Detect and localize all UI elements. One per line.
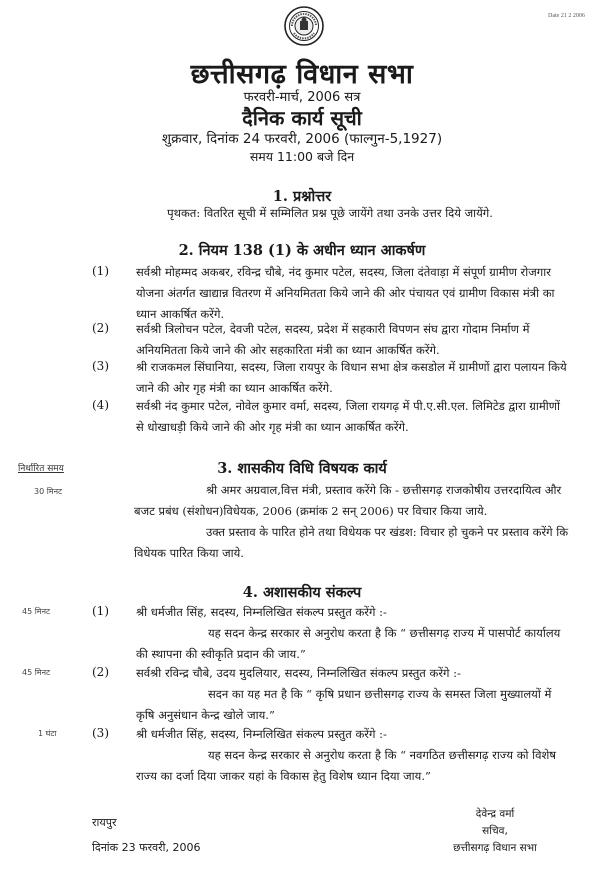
signatory-name: देवेन्द्र वर्मा [475, 808, 515, 820]
resolution-mover: सर्वश्री रविन्द्र चौबे, उदय मुदलियार, सदस्य, निम्नलिखित संकल्प प्रस्तुत करेंगे :- [136, 666, 461, 680]
allotted-time: 45 मिनट [22, 607, 51, 616]
attention-item: सर्वश्री त्रिलोचन पटेल, देवजी पटेल, सदस्य, प्रदेश में सहकारी विपणन संघ द्वारा गोदाम निर्माण में अनियमितता किये जाने की ओर सहकारिता मंत्री का ध्यान आकर्षित करेंगे. [136, 322, 530, 357]
resolution-mover: श्री धर्मजीत सिंह, सदस्य, निम्नलिखित संकल्प प्रस्तुत करेंगे :- [136, 727, 387, 741]
issue-date: दिनांक 23 फरवरी, 2006 [92, 841, 201, 854]
government-bill-motion: श्री अमर अग्रवाल,वित्त मंत्री, प्रस्ताव करेंगे कि - छत्तीसगढ़ राजकोषीय उत्तरदायित्व और बजट प्रबंध (संशोधन)विधेयक, 2006 (क्रमांक 2 सन् 2006) पर विचार किया जाये. [134, 483, 562, 518]
attention-item: श्री राजकमल सिंघानिया, सदस्य, जिला रायपुर के विधान सभा क्षेत्र कसडोल में ग्रामीणों द्वारा पलायन किये जाने की ओर गृह मंत्री का ध्यान आकर्षित करेंगे. [136, 360, 567, 395]
item-number: (2) [92, 665, 109, 679]
item-number: (1) [92, 604, 109, 618]
allotted-time: 30 मिनट [34, 487, 63, 496]
page-subtitle: दैनिक कार्य सूची [242, 106, 362, 130]
resolution-mover: श्री धर्मजीत सिंह, सदस्य, निम्नलिखित संकल्प प्रस्तुत करेंगे :- [136, 605, 387, 619]
place: रायपुर [92, 816, 117, 829]
signatory-title: सचिव, [482, 825, 508, 837]
item-number: (1) [92, 264, 109, 278]
page-title: छत्तीसगढ़ विधान सभा [190, 59, 414, 90]
item-number: (3) [92, 359, 109, 373]
section-4-heading: 4. अशासकीय संकल्प [242, 584, 362, 601]
allotted-time: 45 मिनट [22, 668, 51, 677]
section-3-heading: 3. शासकीय विधि विषयक कार्य [217, 460, 387, 477]
government-bill-passage: उक्त प्रस्ताव के पारित होने तथा विधेयक पर खंडश: विचार हो चुकने पर प्रस्ताव करेंगे कि विधेयक पारित किया जाये. [134, 525, 569, 560]
attention-item: सर्वश्री मोहम्मद अकबर, रविन्द्र चौबे, नंद कुमार पटेल, सदस्य, जिला दंतेवाड़ा में संपूर्ण ग्रामीण रोजगार योजना अंतर्गत खाद्यान्न वितरण में अनियमितता किये जाने की ओर पंचायत एवं ग्रामीण विकास मंत्री का ध्यान आकर्षित करेंगे. [136, 265, 555, 321]
attention-item: सर्वश्री नंद कुमार पटेल, नोवेल कुमार वर्मा, सदस्य, जिला रायगढ़ में पी.ए.सी.एल. लिमिटेड द्वारा ग्रामीणों से धोखाधड़ी किये जाने की ओर गृह मंत्री का ध्यान आकर्षित करेंगे. [136, 399, 560, 434]
resolution-text: सदन का यह मत है कि “ कृषि प्रधान छत्तीसगढ़ राज्य के समस्त जिला मुख्यालयों में कृषि अनुसंधान केन्द्र खोले जाय.” [136, 687, 552, 722]
resolution-text: यह सदन केन्द्र सरकार से अनुरोध करता है कि “ छत्तीसगढ़ राज्य में पासपोर्ट कार्यालय की स्थापना की स्वीकृति प्रदान की जाय.” [136, 626, 561, 661]
section-1-text: पृथकत: वितरित सूची में सम्मिलित प्रश्न पूछे जायेंगे तथा उनके उत्तर दिये जायेंगे. [167, 206, 493, 220]
agenda-date: शुक्रवार, दिनांक 24 फरवरी, 2006 (फाल्गुन-5,1927) [161, 131, 443, 147]
section-2-heading: 2. नियम 138 (1) के अधीन ध्यान आकर्षण [178, 242, 426, 259]
allotted-time: 1 घंटा [38, 729, 57, 738]
agenda-time: समय 11:00 बजे दिन [249, 149, 355, 164]
resolution-text: यह सदन केन्द्र सरकार से अनुरोध करता है कि “ नवगठित छत्तीसगढ़ राज्य को विशेष राज्य का दर्जा दिया जाकर यहां के विकास हेतु विशेष ध्यान दिया जाय.” [136, 748, 557, 783]
session-label: फरवरी-मार्च, 2006 सत्र [243, 90, 361, 105]
section-1-heading: 1. प्रश्नोत्तर [272, 188, 332, 205]
item-number: (2) [92, 321, 109, 335]
allotted-time-heading: निर्धारित समय [18, 464, 64, 474]
date-stamp: Date 21 2 2006 [548, 13, 585, 19]
assembly-emblem-icon [284, 6, 324, 46]
signatory-org: छत्तीसगढ़ विधान सभा [453, 842, 537, 854]
item-number: (4) [92, 398, 109, 412]
item-number: (3) [92, 726, 109, 740]
